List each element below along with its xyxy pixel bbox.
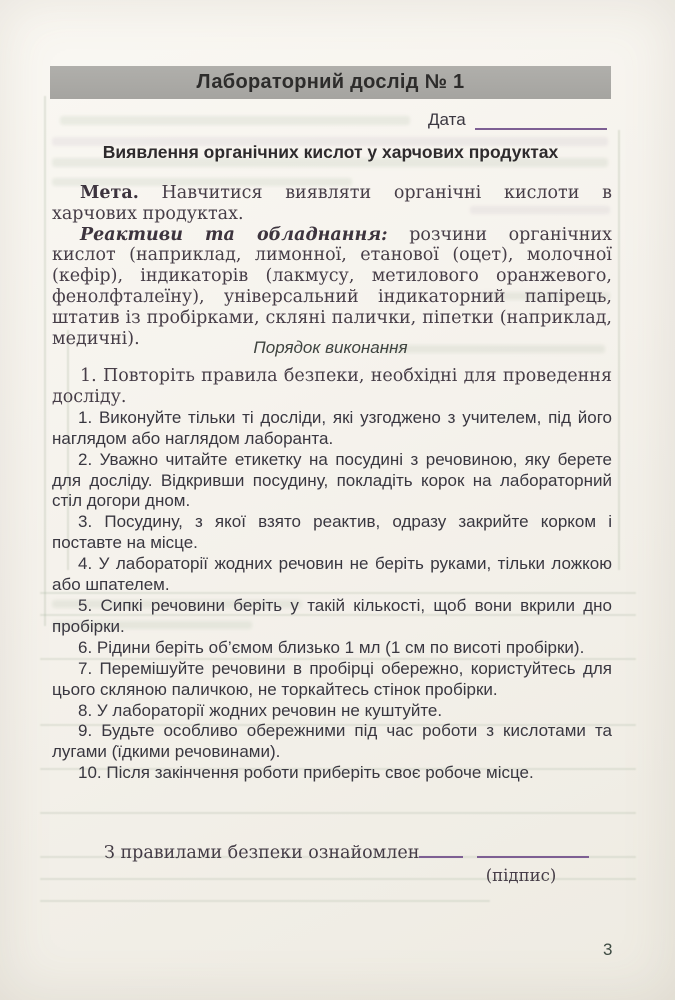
- experiment-title: Виявлення органічних кислот у харчових продуктах: [102, 142, 559, 162]
- procedure-step: 1. Повторіть правила безпеки, необхідні для проведення досліду.: [52, 366, 612, 407]
- bleedthrough-artifact: [40, 812, 636, 814]
- lab-experiment-header-title: Лабораторний дослід № 1: [196, 71, 465, 93]
- acknowledgement-row: [52, 841, 612, 863]
- bleedthrough-artifact: [618, 130, 620, 570]
- date-row: [428, 106, 607, 130]
- date-blank-line: [475, 109, 607, 130]
- safety-rule: 5. Сипкі речовини беріть у такій кількості, щоб вони вкрили дно пробірки.: [52, 595, 612, 636]
- equipment-text: розчини органічних кислот (наприклад, лимонної, етанової (оцет), молочної (кефір), індикаторів (лакмусу, метилового оранжевого, фенолфталеїну), універсальний індикаторний папірець, штатив із пробірками, скляні палички, піпетки (наприклад, медичні).: [52, 224, 612, 349]
- equipment-paragraph: [52, 225, 612, 350]
- lab-experiment-header: [50, 66, 611, 99]
- acknowledgement-text: З правилами безпеки ознайомлен: [104, 843, 420, 863]
- bleedthrough-artifact: [60, 116, 410, 125]
- signature-blank-long: [477, 841, 589, 858]
- goal-label: Мета.: [80, 183, 139, 203]
- bleedthrough-artifact: [40, 900, 490, 902]
- date-label: Дата: [428, 110, 466, 129]
- procedure-heading: Порядок виконання: [253, 338, 408, 357]
- procedure-section: [52, 366, 612, 784]
- safety-rule: 2. Уважно читайте етикетку на посудині з речовиною, яку берете для досліду. Відкривши посудину, покладіть корок на лабораторний стіл догори дном.: [52, 449, 612, 511]
- safety-rule: 1. Виконуйте тільки ті досліди, які узгоджено з учителем, під його наглядом або наглядом лаборанта.: [52, 407, 612, 448]
- safety-rule: 4. У лабораторії жодних речовин не беріть руками, тільки ложкою або шпателем.: [52, 554, 612, 595]
- goal-text: Навчитися виявляти органічні кислоти в харчових продуктах.: [52, 183, 612, 224]
- safety-rule: 9. Будьте особливо обережними під час роботи з кислотами та лугами (їдкими речовинами).: [52, 721, 612, 762]
- goal-paragraph: [52, 183, 612, 225]
- safety-rule: 3. Посудину, з якої взято реактив, одразу закрийте корком і поставте на місце.: [52, 512, 612, 553]
- safety-rule: 7. Перемішуйте речовини в пробірці обережно, користуйтесь для цього скляною паличкою, не торкайтесь стінок пробірки.: [52, 658, 612, 699]
- signature-caption: (підпис): [485, 866, 557, 885]
- signature-blank-short: [419, 841, 463, 858]
- safety-rule: 8. У лабораторії жодних речовин не куштуйте.: [78, 700, 443, 720]
- equipment-label: Реактиви та обладнання:: [80, 224, 388, 245]
- bleedthrough-artifact: [44, 96, 46, 626]
- safety-rule: 10. Після закінчення роботи приберіть своє робоче місце.: [78, 763, 534, 783]
- page-number: 3: [603, 940, 613, 959]
- intro-section: [52, 183, 612, 349]
- safety-rule: 6. Рідини беріть об’ємом близько 1 мл (1 см по висоті пробірки).: [78, 637, 585, 657]
